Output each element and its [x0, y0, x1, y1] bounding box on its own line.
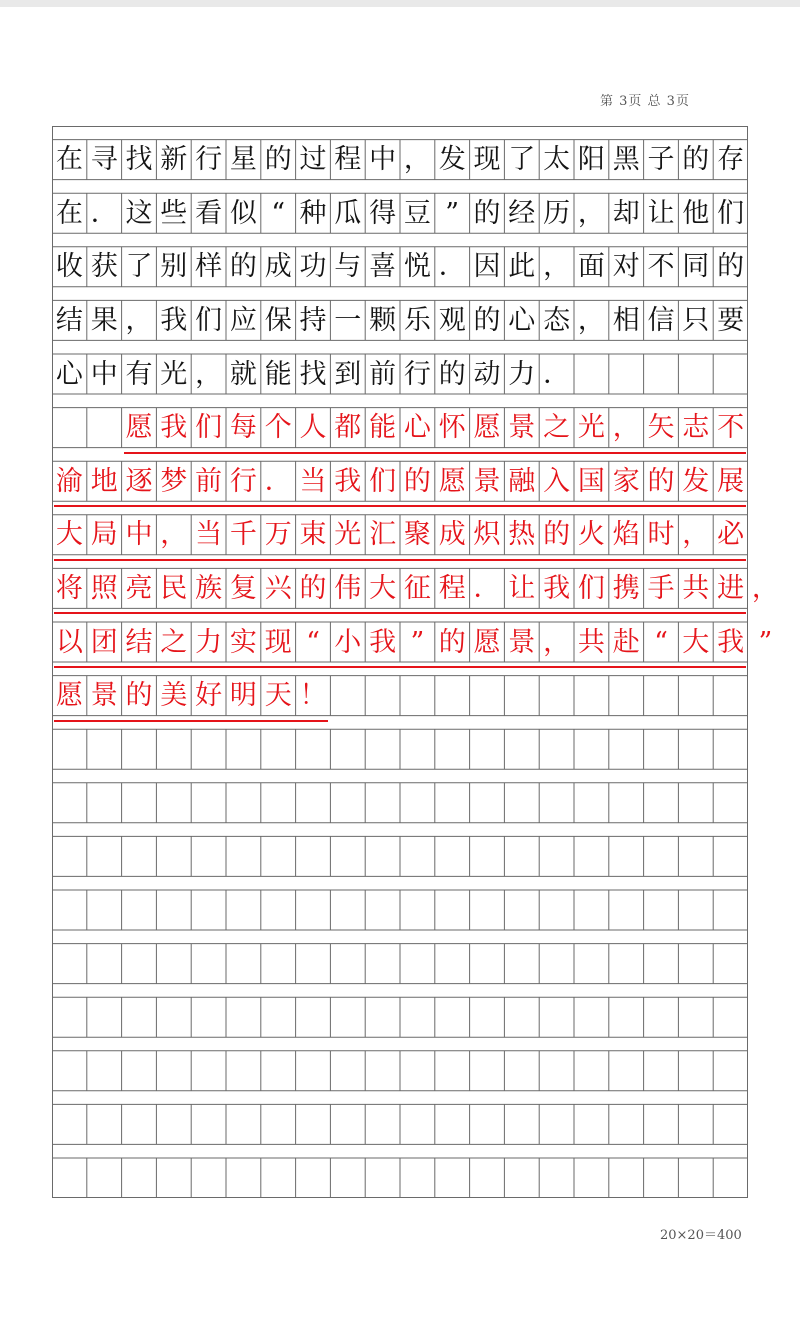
- essay-character: 寻: [90, 144, 118, 176]
- highlighted-character: 愿: [125, 412, 153, 444]
- highlighted-character: 征: [403, 572, 431, 604]
- highlighted-character: 携: [612, 572, 640, 604]
- highlighted-character: 行: [229, 465, 257, 497]
- highlighted-character: 复: [229, 572, 257, 604]
- highlighted-character: 融: [508, 465, 536, 497]
- highlighted-character: 当: [195, 519, 223, 551]
- essay-character: 信: [647, 304, 675, 336]
- highlighted-character: 万: [264, 519, 292, 551]
- highlighted-character: 大: [369, 572, 397, 604]
- essay-character: 就: [229, 358, 257, 390]
- highlighted-character: 必: [717, 519, 745, 551]
- essay-character: 一: [334, 304, 362, 336]
- highlighted-character: 景: [473, 465, 501, 497]
- essay-character: ．: [90, 197, 118, 229]
- essay-character: 力: [508, 358, 536, 390]
- essay-character: 到: [334, 358, 362, 390]
- essay-character: 功: [299, 251, 327, 283]
- highlighted-character: 光: [334, 519, 362, 551]
- highlighted-character: ，: [682, 519, 710, 551]
- essay-character: 却: [612, 197, 640, 229]
- highlighted-character: 程: [438, 572, 466, 604]
- essay-character: 星: [229, 144, 257, 176]
- essay-character: ，: [543, 251, 571, 283]
- essay-character: 光: [160, 358, 188, 390]
- essay-character: 太: [543, 144, 571, 176]
- highlighted-character: 我: [369, 626, 397, 658]
- red-underline: [54, 559, 746, 561]
- essay-character: 有: [125, 358, 153, 390]
- highlighted-character: 景: [90, 680, 118, 712]
- highlighted-character: ．: [473, 572, 501, 604]
- highlighted-character: 赴: [612, 626, 640, 658]
- highlighted-character: 的: [125, 680, 153, 712]
- essay-character: 心: [508, 304, 536, 336]
- red-underline: [54, 720, 328, 722]
- essay-character: 样: [195, 251, 223, 283]
- page-indicator: 第 3页 总 3页: [600, 94, 690, 109]
- essay-character: 瓜: [334, 197, 362, 229]
- red-underline: [54, 612, 746, 614]
- essay-character: 保: [264, 304, 292, 336]
- highlighted-character: 汇: [369, 519, 397, 551]
- highlighted-character: 以: [55, 626, 83, 658]
- highlighted-character: “: [654, 626, 668, 658]
- highlighted-character: 每: [229, 412, 257, 444]
- highlighted-character: 展: [717, 465, 745, 497]
- essay-character: 子: [647, 144, 675, 176]
- essay-character: 存: [717, 144, 745, 176]
- highlighted-character: 将: [55, 572, 83, 604]
- highlighted-character: ，: [543, 626, 571, 658]
- essay-character: 豆: [403, 197, 431, 229]
- highlighted-character: 我: [334, 465, 362, 497]
- highlighted-character: 伟: [334, 572, 362, 604]
- essay-character: 面: [577, 251, 605, 283]
- essay-character: 的: [682, 144, 710, 176]
- highlighted-character: 成: [438, 519, 466, 551]
- highlighted-character: 之: [160, 626, 188, 658]
- essay-character: 态: [543, 304, 571, 336]
- highlighted-character: 景: [508, 412, 536, 444]
- essay-character: 行: [403, 358, 431, 390]
- essay-character: 与: [334, 251, 362, 283]
- highlighted-character: 的: [647, 465, 675, 497]
- highlighted-character: 能: [369, 412, 397, 444]
- essay-character: 中: [90, 358, 118, 390]
- essay-grid-paper: [52, 126, 779, 1198]
- essay-character: 只: [682, 304, 710, 336]
- essay-character: 过: [299, 144, 327, 176]
- highlighted-character: 我: [160, 412, 188, 444]
- essay-character: ．: [438, 251, 466, 283]
- highlighted-character: 之: [543, 412, 571, 444]
- highlighted-character: 兴: [264, 572, 292, 604]
- highlighted-character: 聚: [403, 519, 431, 551]
- essay-character: 现: [473, 144, 501, 176]
- essay-character: 们: [717, 197, 745, 229]
- highlighted-character: 局: [90, 519, 118, 551]
- essay-character: 找: [299, 358, 327, 390]
- highlighted-character: 愿: [473, 412, 501, 444]
- highlighted-character: 景: [508, 626, 536, 658]
- essay-character: 得: [369, 197, 397, 229]
- essay-character: 乐: [403, 304, 431, 336]
- essay-character: 收: [55, 251, 83, 283]
- highlighted-character: 小: [334, 626, 362, 658]
- essay-character: 悦: [403, 251, 431, 283]
- highlighted-character: “: [306, 626, 320, 658]
- essay-character: 们: [195, 304, 223, 336]
- essay-character: 动: [473, 358, 501, 390]
- highlighted-character: 的: [403, 465, 431, 497]
- essay-character: 的: [229, 251, 257, 283]
- highlighted-character: 地: [90, 465, 118, 497]
- red-underline: [54, 505, 746, 507]
- essay-character: 历: [543, 197, 571, 229]
- essay-character: 对: [612, 251, 640, 283]
- highlighted-character: ”: [758, 626, 773, 658]
- essay-character: 的: [264, 144, 292, 176]
- highlighted-character: 前: [195, 465, 223, 497]
- highlighted-character: 愿: [438, 465, 466, 497]
- highlighted-character: 亮: [125, 572, 153, 604]
- highlighted-character: 怀: [438, 412, 466, 444]
- essay-character: 观: [438, 304, 466, 336]
- character-count: 20×20＝400: [660, 1228, 742, 1243]
- essay-character: 了: [508, 144, 536, 176]
- essay-character: 持: [299, 304, 327, 336]
- essay-character: 中: [369, 144, 397, 176]
- essay-character: ”: [445, 197, 460, 229]
- highlighted-character: 们: [369, 465, 397, 497]
- highlighted-character: 国: [577, 465, 605, 497]
- essay-character: 似: [229, 197, 257, 229]
- highlighted-character: 束: [299, 519, 327, 551]
- highlighted-character: 个: [264, 412, 292, 444]
- essay-character: 不: [647, 251, 675, 283]
- highlighted-character: 不: [717, 412, 745, 444]
- essay-character: 种: [299, 197, 327, 229]
- highlighted-character: 的: [543, 519, 571, 551]
- essay-character: 成: [264, 251, 292, 283]
- highlighted-character: ，: [612, 412, 640, 444]
- essay-character: 的: [438, 358, 466, 390]
- highlighted-character: 炽: [473, 519, 501, 551]
- highlighted-character: 照: [90, 572, 118, 604]
- essay-character: 新: [160, 144, 188, 176]
- highlighted-character: 共: [682, 572, 710, 604]
- essay-character: ，: [403, 144, 431, 176]
- highlighted-character: 千: [229, 519, 257, 551]
- essay-character: 发: [438, 144, 466, 176]
- highlighted-character: 我: [717, 626, 745, 658]
- essay-character: 应: [229, 304, 257, 336]
- essay-character: 我: [160, 304, 188, 336]
- essay-character: “: [271, 197, 286, 229]
- essay-character: 的: [473, 304, 501, 336]
- highlighted-character: 渝: [55, 465, 83, 497]
- highlighted-character: 让: [508, 572, 536, 604]
- highlighted-character: 好: [195, 680, 223, 712]
- highlighted-character: 火: [577, 519, 605, 551]
- essay-character: ，: [125, 304, 153, 336]
- highlighted-character: 共: [577, 626, 605, 658]
- essay-character: 看: [195, 197, 223, 229]
- highlighted-character: 美: [160, 680, 188, 712]
- highlighted-character: 矢: [647, 412, 675, 444]
- essay-character: 心: [55, 358, 83, 390]
- highlighted-character: 愿: [55, 680, 83, 712]
- essay-character: 黑: [612, 144, 640, 176]
- essay-character: 获: [90, 251, 118, 283]
- essay-character: 前: [369, 358, 397, 390]
- highlighted-character: ，: [751, 572, 779, 604]
- highlighted-character: 心: [403, 412, 431, 444]
- essay-character: 要: [717, 304, 745, 336]
- highlighted-character: ．: [264, 465, 292, 497]
- highlighted-character: 实: [229, 626, 257, 658]
- essay-character: 果: [90, 304, 118, 336]
- grid-lines: [52, 126, 748, 1198]
- highlighted-character: 族: [195, 572, 223, 604]
- highlighted-character: 明: [229, 680, 257, 712]
- highlighted-character: 当: [299, 465, 327, 497]
- highlighted-character: 中: [125, 519, 153, 551]
- highlighted-character: 的: [299, 572, 327, 604]
- red-underline: [54, 666, 746, 668]
- highlighted-character: 志: [682, 412, 710, 444]
- essay-character: ，: [195, 358, 223, 390]
- highlighted-character: 大: [55, 519, 83, 551]
- essay-character: ，: [577, 197, 605, 229]
- essay-character: 阳: [577, 144, 605, 176]
- highlighted-character: 团: [90, 626, 118, 658]
- highlighted-character: 结: [125, 626, 153, 658]
- essay-character: 此: [508, 251, 536, 283]
- highlighted-character: ！: [299, 680, 327, 712]
- highlighted-character: 发: [682, 465, 710, 497]
- highlighted-character: 光: [577, 412, 605, 444]
- essay-character: 因: [473, 251, 501, 283]
- essay-character: 在: [55, 197, 83, 229]
- essay-character: 行: [195, 144, 223, 176]
- highlighted-character: 家: [612, 465, 640, 497]
- essay-character: 相: [612, 304, 640, 336]
- highlighted-character: 的: [438, 626, 466, 658]
- essay-character: ，: [577, 304, 605, 336]
- highlighted-character: 手: [647, 572, 675, 604]
- highlighted-character: ，: [160, 519, 188, 551]
- highlighted-character: 入: [543, 465, 571, 497]
- top-edge-strip: [0, 0, 800, 7]
- highlighted-character: 焰: [612, 519, 640, 551]
- highlighted-character: 时: [647, 519, 675, 551]
- highlighted-character: 都: [334, 412, 362, 444]
- highlighted-character: 力: [195, 626, 223, 658]
- essay-character: 的: [473, 197, 501, 229]
- essay-character: 别: [160, 251, 188, 283]
- essay-character: 让: [647, 197, 675, 229]
- essay-character: 找: [125, 144, 153, 176]
- highlighted-character: 进: [717, 572, 745, 604]
- highlighted-character: 人: [299, 412, 327, 444]
- highlighted-character: 们: [195, 412, 223, 444]
- highlighted-character: 逐: [125, 465, 153, 497]
- essay-character: 喜: [369, 251, 397, 283]
- essay-character: 在: [55, 144, 83, 176]
- essay-character: 程: [334, 144, 362, 176]
- essay-character: ．: [543, 358, 571, 390]
- highlighted-character: 现: [264, 626, 292, 658]
- red-underline: [124, 452, 746, 454]
- essay-character: 这: [125, 197, 153, 229]
- highlighted-character: ”: [410, 626, 425, 658]
- essay-character: 同: [682, 251, 710, 283]
- highlighted-character: 热: [508, 519, 536, 551]
- essay-character: 能: [264, 358, 292, 390]
- highlighted-character: 梦: [160, 465, 188, 497]
- highlighted-character: 我: [543, 572, 571, 604]
- essay-character: 结: [55, 304, 83, 336]
- highlighted-character: 们: [577, 572, 605, 604]
- highlighted-character: 天: [264, 680, 292, 712]
- essay-character: 了: [125, 251, 153, 283]
- highlighted-character: 民: [160, 572, 188, 604]
- essay-character: 的: [717, 251, 745, 283]
- highlighted-character: 愿: [473, 626, 501, 658]
- essay-character: 他: [682, 197, 710, 229]
- essay-character: 颗: [369, 304, 397, 336]
- essay-character: 经: [508, 197, 536, 229]
- highlighted-character: 大: [682, 626, 710, 658]
- essay-character: 些: [160, 197, 188, 229]
